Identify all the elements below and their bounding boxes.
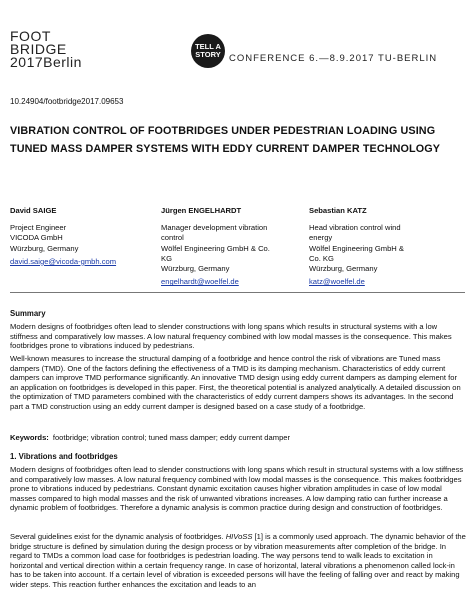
paper-title: VIBRATION CONTROL OF FOOTBRIDGES UNDER PEDESTRIAN LOADING USING TUNED MASS DAMPER SYSTEMS WITH EDDY CURRENT DAMPER TECHNOLOGY [10,125,440,155]
body-paragraph: Modern designs of footbridges often lead to slender constructions with long spans which result in structural systems with a low stiffness and comparatively low masses. A low natural frequency combined with low modal masses is the consequence. This makes footbridges prone to vibrations induced by pedestrians. Constant dynamic excitation causes higher vibration amplitudes in case of low modal masses compared to high modal masses and the risk of unwanted vibrations increases. A low damping ratio can further increase a dynamic problem of footbridges. Therefore a dynamic analysis is common practice during design and construction of footbridges. [10,465,464,513]
author-affiliation-line: Manager development vibration [161,223,268,233]
logo-line: BRIDGE [10,41,67,57]
author-block [309,206,439,287]
author-name: David SAIGE [10,206,57,215]
author-email-link[interactable]: katz@woelfel.de [309,277,365,287]
body-paragraph [10,532,466,590]
badge-line: TELL A [195,42,221,51]
summary-paragraph: Modern designs of footbridges often lead to slender constructions with long spans which results in structural systems with a low stiffness and comparatively low masses. A low natural frequency combined with low modal masses is the consequence. This makes footbridges prone to vibrations induced by pedestrians. [10,322,452,351]
author-affiliation-line: Co. KG [309,253,334,263]
logo-line: FOOT [10,28,51,44]
badge-line: STORY [195,50,221,59]
author-affiliation-line: Würzburg, Germany [309,264,378,274]
author-email-link[interactable]: engelhardt@woelfel.de [161,277,239,287]
section-heading: 1. Vibrations and footbridges [10,452,118,461]
summary-paragraph: Well-known measures to increase the structural damping of a footbridge and hence control the risk of vibrations are Tuned mass dampers (TMD). One of the factors defining the effectiveness of a TMD is its damping mechanism. Characteristics of eddy current dampers can improve TMD performance significantly. An innovative TMD design using eddy current dampers as damping element for an application on footbridges is developed in this paper. First, the theoretical potential is analyzed analytically. A detailed discussion on the optimization of TMD parameters combined with the characteristics of eddy current dampers shows its advantages. In the second part a TMD construction using an eddy current damper is designed based on a case study of a footbridge. [10,354,461,411]
body-text: Several guidelines exist for the dynamic analysis of footbridges. [10,532,226,541]
author-affiliation-line: Head vibration control wind [309,223,401,233]
section-divider [10,292,465,293]
keywords-label: Keywords: [10,433,49,442]
keywords-text: footbridge; vibration control; tuned mass damper; eddy current damper [52,433,291,442]
author-affiliation-line: energy [309,233,333,243]
author-name: Sebastian KATZ [309,206,367,215]
author-block [10,206,150,267]
author-block [161,206,291,287]
author-affiliation-line: Würzburg, Germany [161,264,230,274]
conference-line: CONFERENCE 6.—8.9.2017 TU-BERLIN [229,53,438,64]
keywords-line [10,433,290,442]
author-affiliation-line: VICODA GmbH [10,233,63,243]
author-name: Jürgen ENGELHARDT [161,206,242,215]
summary-heading: Summary [10,309,46,318]
author-email-link[interactable]: david.saige@vicoda-gmbh.com [10,256,117,266]
author-affiliation-line: Wölfel Engineering GmbH & Co. [161,243,270,253]
author-affiliation-line: control [161,233,184,243]
author-affiliation-line: Project Engineer [10,223,67,233]
author-affiliation-line: KG [161,253,172,263]
body-text: [1] is a commonly used approach. The dynamic behavior of the bridge structure is defined by simulation during the design process or by vibration measurements after completion of the bridge. In regard to TMDs a common load case for footbridges is pedestrian loading. The way persons tend to walk leads to excitation in horizontal and vertical direction within a certain frequency range. In case of horizontal, lateral vibrations a phenomenon called lock-in has to be taken into account. If a certain level of vibration is exceeded persons will have the feeling of falling over and react by making wider steps. This reaction further enhances the excitation and leads to an [10,532,466,589]
guideline-name: HIVoSS [225,532,253,541]
footbridge-logo [10,30,82,69]
author-affiliation-line: Wölfel Engineering GmbH & [309,243,404,253]
tell-a-story-badge [191,34,225,68]
logo-line: 2017Berlin [10,54,82,70]
author-affiliation-line: Würzburg, Germany [10,243,79,253]
doi: 10.24904/footbridge2017.09653 [10,97,124,106]
